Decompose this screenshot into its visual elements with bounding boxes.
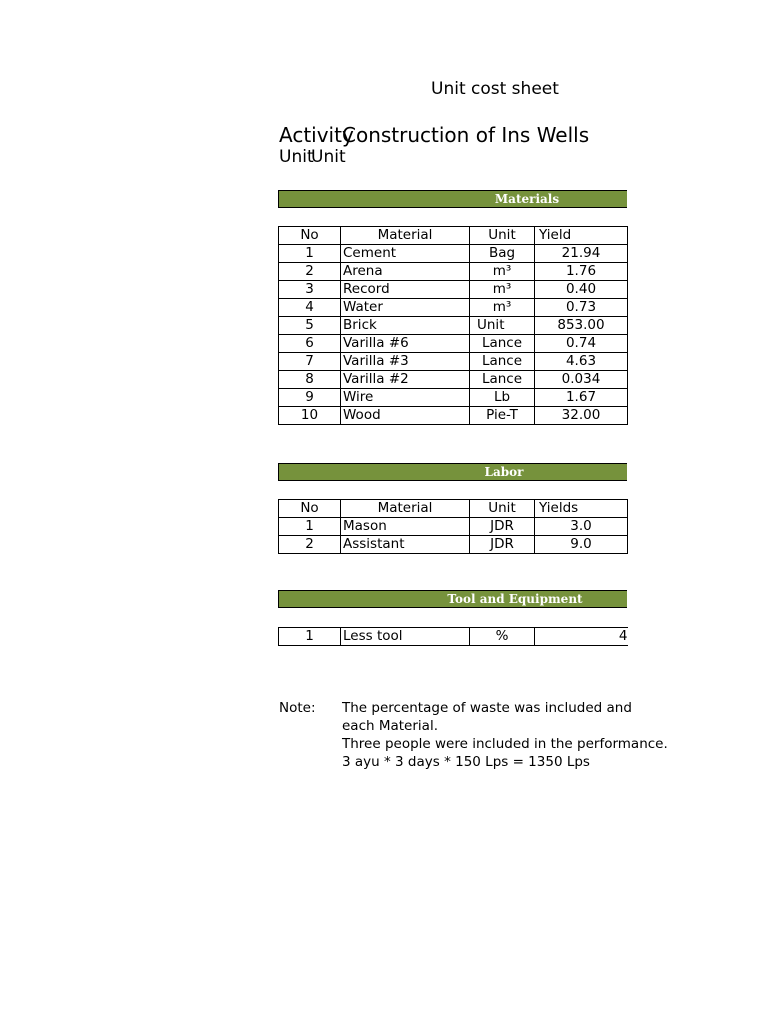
cell-unit: Lance <box>470 335 535 353</box>
cell-yield: 3.0 <box>535 518 628 536</box>
header-no: No <box>279 500 341 518</box>
cell-yield: 9.0 <box>535 536 628 554</box>
cell-no: 10 <box>279 407 341 425</box>
cell-material: Varilla #2 <box>341 371 470 389</box>
cell-unit: Lb <box>470 389 535 407</box>
note-line: each Material. <box>342 718 438 734</box>
cell-no: 8 <box>279 371 341 389</box>
cell-unit: Unit <box>470 317 535 335</box>
header-material: Material <box>341 227 470 245</box>
cell-no: 1 <box>279 518 341 536</box>
note-line: The percentage of waste was included and <box>342 700 632 716</box>
table-row <box>279 263 628 281</box>
cell-material: Wood <box>341 407 470 425</box>
table-row <box>279 371 628 389</box>
header-material: Material <box>341 500 470 518</box>
materials-band <box>278 190 627 208</box>
cell-unit: Lance <box>470 371 535 389</box>
header-no: No <box>279 227 341 245</box>
table-row <box>279 335 628 353</box>
cell-unit: Pie-T <box>470 407 535 425</box>
cell-material: Arena <box>341 263 470 281</box>
cell-no: 6 <box>279 335 341 353</box>
table-row <box>279 628 628 646</box>
table-row <box>279 245 628 263</box>
cell-no: 2 <box>279 263 341 281</box>
labor-table <box>278 499 628 554</box>
note-line: 3 ayu * 3 days * 150 Lps = 1350 Lps <box>342 754 590 770</box>
cell-unit: m³ <box>470 263 535 281</box>
cell-yield: 0.034 <box>535 371 628 389</box>
header-unit: Unit <box>470 227 535 245</box>
cell-material: Varilla #6 <box>341 335 470 353</box>
tools-band <box>278 590 627 608</box>
header-unit: Unit <box>470 500 535 518</box>
cell-yield: 0.73 <box>535 299 628 317</box>
cell-unit: Bag <box>470 245 535 263</box>
cell-material: Assistant <box>341 536 470 554</box>
table-row <box>279 353 628 371</box>
table-row <box>279 389 628 407</box>
materials-table <box>278 226 628 425</box>
cell-yield: 4 <box>535 628 628 646</box>
labor-header-row <box>279 500 628 518</box>
cell-unit: m³ <box>470 299 535 317</box>
cell-unit: m³ <box>470 281 535 299</box>
cell-no: 7 <box>279 353 341 371</box>
tools-band-title: Tool and Equipment <box>447 592 583 606</box>
cell-yield: 32.00 <box>535 407 628 425</box>
cell-yield: 853.00 <box>535 317 628 335</box>
cell-no: 1 <box>279 628 341 646</box>
cell-no: 5 <box>279 317 341 335</box>
cell-yield: 21.94 <box>535 245 628 263</box>
cell-unit: % <box>470 628 535 646</box>
cell-unit: JDR <box>470 518 535 536</box>
header-yields: Yields <box>535 500 628 518</box>
cell-material: Record <box>341 281 470 299</box>
cell-material: Wire <box>341 389 470 407</box>
labor-band <box>278 463 627 481</box>
cell-material: Varilla #3 <box>341 353 470 371</box>
table-row <box>279 317 628 335</box>
table-row <box>279 281 628 299</box>
cell-material: Less tool <box>341 628 470 646</box>
activity-value: Construction of Ins Wells <box>342 123 590 147</box>
cell-no: 4 <box>279 299 341 317</box>
sheet-title: Unit cost sheet <box>431 79 559 99</box>
note-line: Three people were included in the performance. <box>342 736 668 752</box>
unit-label: Unit <box>279 147 314 167</box>
tools-table <box>278 627 628 646</box>
cell-unit: JDR <box>470 536 535 554</box>
materials-band-title: Materials <box>494 192 560 206</box>
note-label: Note: <box>279 700 316 716</box>
cell-material: Water <box>341 299 470 317</box>
cell-unit: Lance <box>470 353 535 371</box>
table-row <box>279 518 628 536</box>
cell-yield: 4.63 <box>535 353 628 371</box>
table-row <box>279 407 628 425</box>
cell-yield: 1.67 <box>535 389 628 407</box>
labor-band-title: Labor <box>484 465 524 479</box>
cell-no: 3 <box>279 281 341 299</box>
cell-yield: 0.74 <box>535 335 628 353</box>
cell-material: Brick <box>341 317 470 335</box>
cell-no: 2 <box>279 536 341 554</box>
header-yield: Yield <box>535 227 628 245</box>
unit-value: Unit <box>311 147 346 167</box>
table-row <box>279 536 628 554</box>
cell-yield: 1.76 <box>535 263 628 281</box>
activity-label: Activity <box>279 123 354 147</box>
table-row <box>279 299 628 317</box>
cell-yield: 0.40 <box>535 281 628 299</box>
cell-no: 9 <box>279 389 341 407</box>
cell-material: Cement <box>341 245 470 263</box>
materials-header-row <box>279 227 628 245</box>
cell-material: Mason <box>341 518 470 536</box>
cell-no: 1 <box>279 245 341 263</box>
